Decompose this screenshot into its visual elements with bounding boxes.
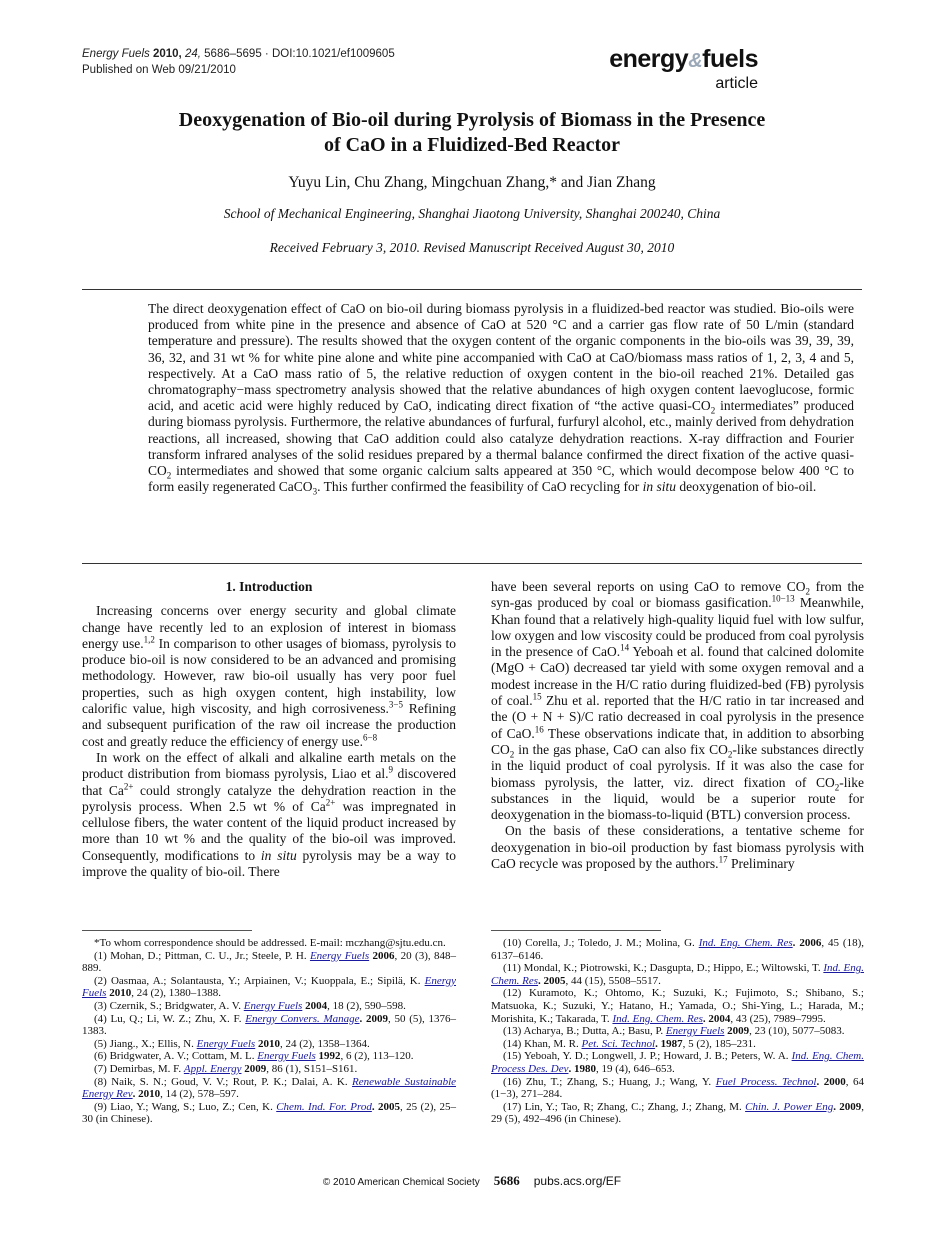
reference-2: (2) Oasmaa, A.; Solantausta, Y.; Arpiainen, V.; Kuoppala, E.; Sipilä, K. Energy Fuels 2010, 24 (2), 1380–1388.	[82, 974, 456, 1000]
footnotes-right	[491, 937, 864, 1126]
received-dates: Received February 3, 2010. Revised Manuscript Received August 30, 2010	[269, 240, 675, 255]
reference-4: (4) Lu, Q.; Li, W. Z.; Zhu, X. F. Energy Convers. Manage. 2009, 50 (5), 1376–1383.	[82, 1012, 457, 1038]
affiliation: School of Mechanical Engineering, Shanghai Jiaotong University, Shanghai 200240, China	[223, 206, 721, 221]
reference-link[interactable]: Ind. Eng. Chem. Res	[698, 937, 793, 949]
intro-paragraph-4: On the basis of these considerations, a tentative scheme for deoxygenation in bio-oil production by fast biomass pyrolysis with CaO recycle was proposed by the authors.$^{17}$ Preliminary	[491, 823, 864, 872]
reference-link[interactable]: Energy Fuels	[243, 999, 303, 1012]
footnotes-left	[82, 937, 456, 1126]
reference-link[interactable]: Energy Convers. Manage	[245, 1012, 360, 1025]
reference-link[interactable]: Fuel Process. Technol	[715, 1075, 817, 1088]
abstract: The direct deoxygenation effect of CaO on bio-oil during biomass pyrolysis in a fluidized-bed reactor was studied. Bio-oils were produced from white pine in the presence and absence of CaO at 520 °C and a carrier gas flow rate of 50 L/min (standard temperature and pressure). The results showed that the oxygen content of the organic components in the bio-oils was 39, 39, 39, 36, 32, and 31 wt % for white pine alone and white pine accompanied with CaO at CaO/biomass mass ratios of 1, 2, 3, 4 and 5, respectively. At a CaO mass ratio of 5, the relative reduction of oxygen content in the bio-oil reached 21%. Detailed gas chromatography−mass spectrometry analysis showed that the relative abundances of high oxygen content laevoglucose, formic acid, and acetic acid were highly reduced by CaO, indicating direct fixation of “the active quasi-$CO_2$ intermediates” produced during biomass pyrolysis. Furthermore, the relative abundances of furfural, furfuryl alcohol, etc., mainly derived from dehydration reactions, all increased, showing that CaO addition could also catalyze dehydration reactions. X-ray diffraction and Fourier transform infrared analyses of the solid residues prepared by a thermal balance confirmed the direct fixation of the active quasi-$CO_2$ intermediates and showed that some organic calcium salts appeared at 350 °C, which would decompose below 400 °C to form easily regenerated CaCO$_3$. This further confirmed the feasibility of CaO recycling for in situ deoxygenation of bio-oil.	[148, 301, 854, 497]
column-left	[82, 579, 456, 880]
reference-link[interactable]: Ind. Eng. Chem. Res	[612, 1012, 703, 1025]
reference-link[interactable]: Ind. Eng. Chem. Process Des. Dev	[491, 1050, 864, 1075]
intro-paragraph-3: have been several reports on using CaO to remove $CO_2$ from the syn-gas produced by coal or biomass gasification.$^{10-13}$ Meanwhile, Khan found that a relatively high-quality liquid fuel with low sulfur, low oxygen and low viscosity could be produced from coal pyrolysis in the presence of CaO.$^{14}$ Yeboah et al. found that calcined dolomite (MgO + CaO) decreased tar yield with some oxygen removal and a modest increase in the H/C ratio during fluidized-bed (FB) pyrolysis of coal.$^{15}$ Zhu et al. reported that the H/C ratio in tar increased and the (O + N + S)/C ratio decreased in coal pyrolysis in the presence of CaO.$^{16}$ These observations indicate that, in addition to absorbing $CO_2$ in the gas phase, CaO can also fix $CO_2$-like substances directly in the liquid product of coal pyrolysis. If it was also the case for biomass pyrolysis, the latter, viz. direct fixation of $CO_2$-like substances in the liquid, would be a superior route for deoxygenation in the biomass-to-liquid (BTL) conversion process.	[491, 579, 865, 823]
footnote-rule-right	[491, 930, 661, 931]
page-footer	[0, 1173, 944, 1189]
intro-paragraph-1: Increasing concerns over energy security and global climate change have recently led to an explosion of interest in biomass energy use.$^{1,2}$ In comparison to other usages of biomass, pyrolysis to produce bio-oil is now considered to be an advanced and promising methodology. However, raw bio-oil usually has very poor fuel properties, such as high oxygen content, high instability, low calorific value, high viscosity, and high corrosiveness.$^{3-5}$ Refining and subsequent purification of the raw oil increase the production cost and greatly reduce the efficiency of energy use.$^{6-8}$	[82, 603, 457, 749]
reference-3: (3) Czernik, S.; Bridgwater, A. V. Energy Fuels 2004, 18 (2), 590–598.	[94, 999, 406, 1012]
logo-word-energy: energy	[609, 45, 689, 73]
journal-name: Energy Fuels	[82, 48, 150, 60]
column-right	[491, 579, 864, 872]
page-number: 5686	[493, 1173, 520, 1188]
section-heading-introduction: 1. Introduction	[225, 579, 313, 594]
authors: Yuyu Lin, Chu Zhang, Mingchuan Zhang,* and Jian Zhang	[288, 174, 656, 191]
abstract-rule	[82, 563, 862, 564]
title-line-1: Deoxygenation of Bio-oil during Pyrolysis of Biomass in the Presence	[178, 109, 766, 131]
correspondence-note: *To whom correspondence should be addressed. E-mail: mczhang@sjtu.edu.cn.	[94, 937, 446, 949]
published-date: Published on Web 09/21/2010	[82, 64, 236, 76]
reference-9: (9) Liao, Y.; Wang, S.; Luo, Z.; Cen, K. Chem. Ind. For. Prod. 2005, 25 (2), 25–30 (in Chinese).	[82, 1100, 457, 1126]
footnote-rule-left	[82, 930, 252, 931]
reference-link[interactable]: Energy Fuels	[309, 949, 370, 962]
journal-header: Energy Fuels 2010, 24, 5686–5695 · DOI:10.1021/ef1009605 Published on Web 09/21/2010	[82, 48, 395, 76]
reference-6: (6) Bridgwater, A. V.; Cottam, M. L. Energy Fuels 1992, 6 (2), 113–120.	[94, 1050, 414, 1063]
paper-title	[100, 108, 844, 158]
reference-link[interactable]: Energy Fuels	[665, 1025, 725, 1038]
reference-5: (5) Jiang., X.; Ellis, N. Energy Fuels 2010, 24 (2), 1358–1364.	[94, 1037, 370, 1050]
reference-link[interactable]: Ind. Eng. Chem. Res	[491, 962, 864, 987]
journal-year: 2010,	[152, 48, 182, 60]
logo-ampersand: &	[688, 50, 703, 72]
journal-volume: 24,	[184, 48, 201, 60]
logo-word-fuels: fuels	[702, 45, 758, 73]
article-type: article	[715, 75, 758, 92]
reference-link[interactable]: Appl. Energy	[183, 1062, 242, 1075]
reference-15: (15) Yeboah, Y. D.; Longwell, J. P.; Howard, J. B.; Peters, W. A. Ind. Eng. Chem. Process Des. Dev. 1980, 19 (4), 646–653.	[491, 1050, 864, 1075]
reference-11: (11) Mondal, K.; Piotrowski, K.; Dasgupta, D.; Hippo, E.; Wiltowski, T. Ind. Eng. Chem. Res. 2005, 44 (15), 5508–5517.	[491, 962, 864, 987]
reference-link[interactable]: Chin. J. Power Eng	[745, 1100, 834, 1113]
reference-link[interactable]: Pet. Sci. Technol	[581, 1037, 656, 1050]
header-rule	[82, 289, 862, 290]
journal-url[interactable]: pubs.acs.org/EF	[533, 1174, 622, 1188]
journal-pages: 5686–5695	[204, 48, 262, 60]
reference-1: (1) Mohan, D.; Pittman, C. U., Jr.; Steele, P. H. Energy Fuels 2006, 20 (3), 848–889.	[82, 949, 457, 975]
reference-13: (13) Acharya, B.; Dutta, A.; Basu, P. Energy Fuels 2009, 23 (10), 5077–5083.	[503, 1025, 845, 1038]
reference-17: (17) Lin, Y.; Tao, R; Zhang, C.; Zhang, J.; Zhang, M. Chin. J. Power Eng. 2009, 29 (5), 492–496 (in Chinese).	[491, 1100, 865, 1126]
reference-link[interactable]: Energy Fuels	[257, 1050, 316, 1063]
reference-12: (12) Kuramoto, K.; Ohtomo, K.; Suzuki, K.; Fujimoto, S.; Shibano, S.; Matsuoka, K.; Suzuki, Y.; Hatano, H.; Yamada, O.; Shi-Ying, L.; Harada, M.; Morishita, K.; Takarada, T. Ind. Eng. Chem. Res. 2004, 43 (25), 7989–7995.	[491, 987, 864, 1025]
reference-link[interactable]: Energy Fuels	[82, 974, 456, 1000]
copyright: © 2010 American Chemical Society	[322, 1177, 480, 1188]
reference-16: (16) Zhu, T.; Zhang, S.; Huang, J.; Wang, Y. Fuel Process. Technol. 2000, 64 (1−3), 271–284.	[491, 1075, 865, 1101]
reference-8: (8) Naik, S. N.; Goud, V. V.; Rout, P. K.; Dalai, A. K. Renewable Sustainable Energy Rev. 2010, 14 (2), 578–597.	[82, 1075, 457, 1101]
reference-link[interactable]: Energy Fuels	[196, 1037, 256, 1050]
reference-link[interactable]: Renewable Sustainable Energy Rev	[82, 1075, 457, 1101]
reference-7: (7) Demirbas, M. F. Appl. Energy 2009, 86 (1), S151–S161.	[94, 1062, 358, 1075]
reference-link[interactable]: Chem. Ind. For. Prod	[276, 1100, 372, 1113]
doi[interactable]: DOI:10.1021/ef1009605	[271, 48, 395, 60]
journal-logo	[609, 45, 758, 93]
intro-paragraph-2: In work on the effect of alkali and alkaline earth metals on the product distribution from biomass pyrolysis, Liao et al.$^9$ discovered that $Ca^{2+}$ could strongly catalyze the dehydration reaction in the pyrolysis process. When 2.5 wt % of $Ca^{2+}$ was impregnated in cellulose fibers, the water content of the liquid product increased by more than 10 wt % and the quality of the bio-oil was improved. Consequently, modifications to in situ pyrolysis may be a way to improve the quality of bio-oil. There	[82, 749, 456, 880]
reference-10: (10) Corella, J.; Toledo, J. M.; Molina, G. Ind. Eng. Chem. Res. 2006, 45 (18), 6137–6146.	[491, 937, 864, 962]
reference-14: (14) Khan, M. R. Pet. Sci. Technol. 1987, 5 (2), 185–231.	[503, 1037, 756, 1050]
title-line-2: of CaO in a Fluidized-Bed Reactor	[323, 134, 621, 156]
